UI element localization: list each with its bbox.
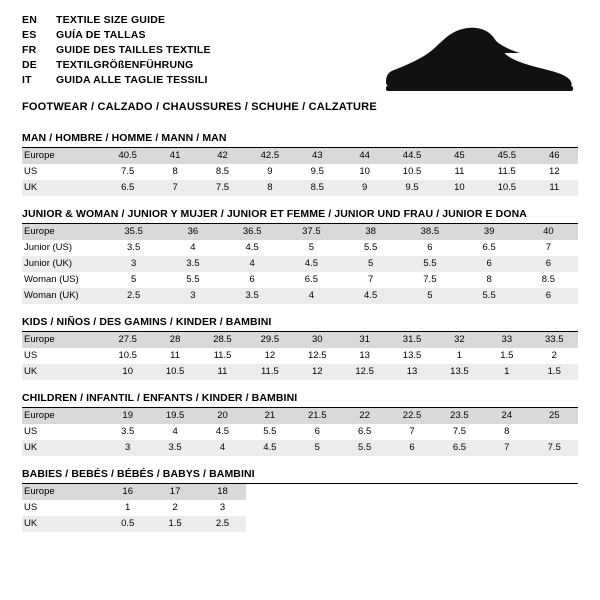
row-label: US — [24, 350, 38, 361]
table-row — [22, 148, 578, 164]
size-table-babies — [22, 484, 578, 532]
language-title: GUÍA DE TALLAS — [56, 29, 146, 41]
row-label: Europe — [22, 224, 104, 240]
cell: 8.5 — [541, 274, 555, 285]
cell: 5 — [400, 288, 459, 304]
cell: 28.5 — [199, 332, 246, 348]
language-title: GUIDA ALLE TAGLIE TESSILI — [56, 74, 208, 86]
cell: 1 — [456, 350, 463, 361]
cell: 10.5 — [402, 166, 422, 177]
language-title-list — [22, 14, 211, 89]
cell: 3.5 — [163, 256, 222, 272]
cell-empty — [436, 500, 483, 516]
language-row — [22, 74, 211, 89]
cell: 5 — [341, 256, 400, 272]
cell: 28 — [151, 332, 198, 348]
section-kids — [22, 316, 578, 380]
cell: 7 — [367, 274, 374, 285]
cell: 46 — [531, 148, 578, 164]
cell: 4.5 — [246, 440, 293, 456]
cell: 35.5 — [104, 224, 163, 240]
cell: 3.5 — [121, 426, 135, 437]
cell: 4.5 — [245, 242, 259, 253]
cell: 36 — [163, 224, 222, 240]
cell: 12 — [294, 364, 341, 380]
section-junior-woman — [22, 208, 578, 304]
language-code: IT — [22, 74, 32, 86]
cell: 38 — [341, 224, 400, 240]
cell: 11 — [454, 166, 465, 177]
table-row — [22, 164, 578, 180]
cell-empty — [341, 484, 388, 500]
cell: 7.5 — [531, 440, 578, 456]
section-title: KIDS / NIÑOS / DES GAMINS / KINDER / BAMBINI — [22, 316, 578, 332]
language-row — [22, 44, 211, 59]
cell: 5.5 — [400, 256, 459, 272]
cell: 33 — [483, 332, 530, 348]
row-label: Woman (US) — [24, 274, 79, 285]
row-label: Europe — [22, 332, 104, 348]
table-row — [22, 408, 578, 424]
cell: 40 — [519, 224, 578, 240]
cell: 6 — [460, 256, 519, 272]
section-man — [22, 132, 578, 196]
cell: 4 — [190, 242, 196, 253]
language-row — [22, 29, 211, 44]
cell-empty — [483, 516, 530, 532]
cell: 10 — [359, 166, 370, 177]
cell: 6 — [314, 426, 320, 437]
cell: 11 — [199, 364, 246, 380]
row-label: Junior (UK) — [22, 256, 104, 272]
cell: 11 — [531, 180, 578, 196]
row-label: UK — [22, 440, 104, 456]
cell: 9 — [341, 180, 388, 196]
cell: 45.5 — [483, 148, 530, 164]
cell: 6 — [388, 440, 435, 456]
cell: 1.5 — [500, 350, 514, 361]
language-title: GUIDE DES TAILLES TEXTILE — [56, 44, 211, 56]
language-title: TEXTILE SIZE GUIDE — [56, 14, 166, 26]
cell: 43 — [294, 148, 341, 164]
cell: 40.5 — [104, 148, 151, 164]
cell: 4.5 — [341, 288, 400, 304]
cell: 13 — [359, 350, 370, 361]
cell: 2 — [551, 350, 557, 361]
cell: 5.5 — [341, 440, 388, 456]
cell: 7 — [409, 426, 415, 437]
language-row — [22, 14, 211, 29]
cell-empty — [246, 500, 293, 516]
cell: 5.5 — [460, 288, 519, 304]
cell: 1.5 — [151, 516, 198, 532]
cell: 16 — [104, 484, 151, 500]
cell: 8.5 — [294, 180, 341, 196]
cell: 13.5 — [402, 350, 422, 361]
cell: 39 — [460, 224, 519, 240]
cell: 13.5 — [436, 364, 483, 380]
cell: 32 — [436, 332, 483, 348]
cell: 2.5 — [199, 516, 246, 532]
cell: 23.5 — [436, 408, 483, 424]
cell: 38.5 — [400, 224, 459, 240]
row-label: UK — [22, 364, 104, 380]
cell-empty — [483, 500, 530, 516]
table-row — [22, 500, 578, 516]
cell: 12 — [548, 166, 560, 177]
cell: 7.5 — [121, 166, 135, 177]
cell: 41 — [151, 148, 198, 164]
row-label: US — [24, 426, 38, 437]
size-tables — [0, 132, 600, 532]
row-label: Europe — [22, 484, 104, 500]
size-table-man — [22, 148, 578, 196]
cell: 4 — [282, 288, 341, 304]
cell: 4 — [223, 256, 282, 272]
cell: 8 — [246, 180, 293, 196]
section-title: BABIES / BEBÉS / BÉBÉS / BABYS / BAMBINI — [22, 468, 578, 484]
language-code: DE — [22, 59, 37, 71]
cell: 44.5 — [388, 148, 435, 164]
cell: 30 — [294, 332, 341, 348]
cell-empty — [294, 484, 341, 500]
cell: 37.5 — [282, 224, 341, 240]
cell: 22.5 — [388, 408, 435, 424]
cell-empty — [531, 484, 578, 500]
cell-empty — [388, 500, 435, 516]
cell: 6 — [519, 256, 578, 272]
cell: 4.5 — [215, 426, 230, 437]
cell: 1 — [483, 364, 530, 380]
row-label: US — [24, 502, 38, 513]
table-row — [22, 332, 578, 348]
cell: 8 — [172, 166, 178, 177]
table-row — [22, 224, 578, 240]
cell-empty — [246, 484, 293, 500]
table-row — [22, 516, 578, 532]
cell: 31.5 — [388, 332, 435, 348]
cell: 5.5 — [364, 242, 378, 253]
cell: 11.5 — [497, 166, 516, 177]
cell: 10 — [436, 180, 483, 196]
row-label: Europe — [22, 408, 104, 424]
cell: 31 — [341, 332, 388, 348]
cell: 6.5 — [304, 274, 318, 285]
table-row — [22, 440, 578, 456]
cell: 6.5 — [436, 440, 483, 456]
table-row — [22, 348, 578, 364]
cell: 1.5 — [531, 364, 578, 380]
language-code: ES — [22, 29, 37, 41]
cell: 7.5 — [199, 180, 246, 196]
cell: 25 — [531, 408, 578, 424]
cell: 3 — [163, 288, 222, 304]
cell: 11.5 — [246, 364, 293, 380]
cell: 11.5 — [213, 350, 232, 361]
row-label: US — [24, 166, 38, 177]
section-title: CHILDREN / INFANTIL / ENFANTS / KINDER / BAMBINI — [22, 392, 578, 408]
cell: 12 — [264, 350, 276, 361]
cell: 6 — [249, 274, 255, 285]
language-code: EN — [22, 14, 37, 26]
table-row — [22, 424, 578, 440]
cell: 3.5 — [151, 440, 198, 456]
category-heading: FOOTWEAR / CALZADO / CHAUSSURES / SCHUHE / CALZATURE — [22, 101, 377, 113]
cell-empty — [294, 516, 341, 532]
cell: 5 — [130, 274, 137, 285]
cell: 6.5 — [482, 242, 496, 253]
cell: 22 — [341, 408, 388, 424]
cell: 8.5 — [215, 166, 230, 177]
cell: 1 — [125, 502, 131, 513]
row-label: Europe — [22, 148, 104, 164]
size-table-children — [22, 408, 578, 456]
cell-empty — [294, 500, 341, 516]
cell-empty — [483, 484, 530, 500]
dress-shoe-icon — [378, 20, 578, 100]
cell: 7.5 — [452, 426, 467, 437]
cell: 12.5 — [341, 364, 388, 380]
cell: 10.5 — [483, 180, 530, 196]
language-rows — [22, 14, 211, 89]
cell-empty — [341, 516, 388, 532]
cell: 36.5 — [223, 224, 282, 240]
cell: 42.5 — [246, 148, 293, 164]
row-label: UK — [22, 516, 104, 532]
cell: 6.5 — [104, 180, 151, 196]
cell: 10.5 — [151, 364, 198, 380]
language-title: TEXTILGRÖßENFÜHRUNG — [56, 59, 194, 71]
size-table-kids — [22, 332, 578, 380]
table-row — [22, 240, 578, 256]
cell — [531, 424, 578, 440]
cell: 29.5 — [246, 332, 293, 348]
cell: 6 — [427, 242, 433, 253]
cell: 3 — [104, 256, 163, 272]
cell: 9 — [267, 166, 273, 177]
cell-empty — [531, 500, 578, 516]
cell: 12.5 — [308, 350, 327, 361]
table-row — [22, 272, 578, 288]
cell-empty — [341, 500, 388, 516]
cell: 5.5 — [263, 426, 277, 437]
cell: 13 — [388, 364, 435, 380]
cell: 7.5 — [423, 274, 437, 285]
cell: 4 — [199, 440, 246, 456]
cell: 27.5 — [104, 332, 151, 348]
cell-empty — [388, 516, 435, 532]
language-code: FR — [22, 44, 37, 56]
cell: 11 — [170, 350, 181, 361]
cell: 7 — [483, 440, 530, 456]
page-header — [0, 0, 600, 120]
cell: 4 — [172, 426, 178, 437]
cell: 19 — [104, 408, 151, 424]
cell: 17 — [151, 484, 198, 500]
cell: 6 — [519, 288, 578, 304]
cell: 7 — [545, 242, 552, 253]
table-row — [22, 256, 578, 272]
row-label: Woman (UK) — [22, 288, 104, 304]
cell: 3 — [219, 502, 226, 513]
cell-empty — [436, 516, 483, 532]
cell: 10 — [104, 364, 151, 380]
cell: 21 — [246, 408, 293, 424]
section-title: JUNIOR & WOMAN / JUNIOR Y MUJER / JUNIOR ET FEMME / JUNIOR UND FRAU / JUNIOR E DONA — [22, 208, 578, 224]
cell: 33.5 — [531, 332, 578, 348]
cell: 0.5 — [104, 516, 151, 532]
cell-empty — [388, 484, 435, 500]
cell: 7 — [151, 180, 198, 196]
table-row — [22, 484, 578, 500]
cell: 10.5 — [118, 350, 137, 361]
cell: 45 — [436, 148, 483, 164]
cell: 24 — [483, 408, 530, 424]
cell: 3.5 — [127, 242, 141, 253]
cell: 44 — [341, 148, 388, 164]
cell: 5.5 — [186, 274, 200, 285]
row-label: Junior (US) — [24, 242, 73, 253]
cell: 19.5 — [151, 408, 198, 424]
section-children — [22, 392, 578, 456]
cell-empty — [531, 516, 578, 532]
cell: 42 — [199, 148, 246, 164]
cell: 2.5 — [104, 288, 163, 304]
cell: 9.5 — [388, 180, 435, 196]
cell: 4.5 — [282, 256, 341, 272]
cell-empty — [246, 516, 293, 532]
cell: 8 — [486, 274, 492, 285]
table-row — [22, 288, 578, 304]
cell: 9.5 — [310, 166, 324, 177]
cell: 5 — [308, 242, 315, 253]
section-title: MAN / HOMBRE / HOMME / MANN / MAN — [22, 132, 578, 148]
table-row — [22, 364, 578, 380]
cell: 5 — [294, 440, 341, 456]
cell: 3.5 — [223, 288, 282, 304]
row-label: UK — [22, 180, 104, 196]
size-table-junior-woman — [22, 224, 578, 304]
cell: 18 — [199, 484, 246, 500]
section-babies — [22, 468, 578, 532]
cell: 20 — [199, 408, 246, 424]
cell-empty — [436, 484, 483, 500]
cell: 2 — [172, 502, 178, 513]
cell: 21.5 — [294, 408, 341, 424]
cell: 8 — [504, 426, 510, 437]
language-row — [22, 59, 211, 74]
cell: 6.5 — [358, 426, 372, 437]
cell: 3 — [104, 440, 151, 456]
table-row — [22, 180, 578, 196]
